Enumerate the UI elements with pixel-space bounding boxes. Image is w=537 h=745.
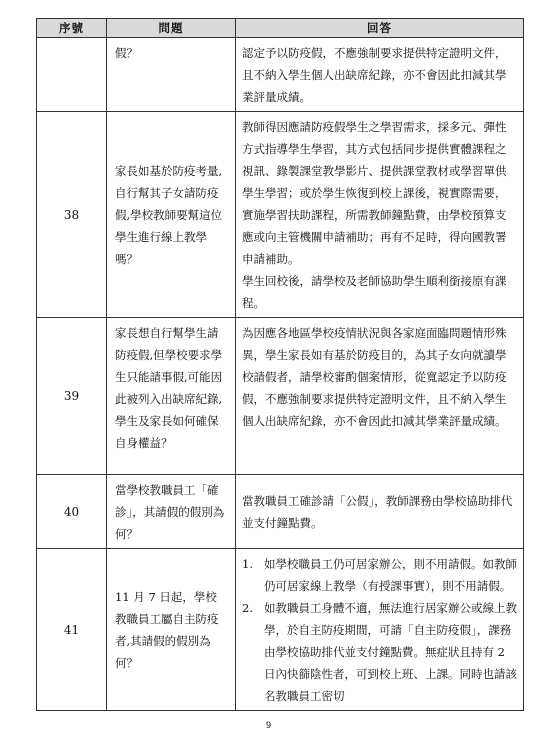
row-number	[37, 38, 107, 112]
answer-paragraph: 為因應各地區學校疫情狀況與各家庭面臨問題情形殊異，學生家長如有基於防疫目的，為其子女向就讀學校請假者，請學校審酌個案情形，從寬認定予以防疫假，不應強制要求提供特定證明文件，且不納入學生個人出缺席紀錄，亦不會因此扣減其學業評量成績。	[242, 326, 507, 428]
row-number: 41	[37, 549, 107, 711]
row-number: 40	[37, 475, 107, 549]
header-number: 序號	[37, 19, 107, 38]
table-row	[37, 549, 524, 711]
row-answer	[236, 38, 524, 112]
table-row	[37, 318, 524, 475]
answer-paragraph: 學生回校後，請學校及老師協助學生順利銜接原有課程。	[242, 274, 507, 310]
row-question: 假？	[107, 38, 236, 112]
row-question: 11 月 7 日起，學校教職員工屬自主防疫者,其請假的假別為何？	[107, 549, 236, 711]
list-marker: 1.	[242, 557, 253, 571]
row-question: 家長想自行幫學生請防疫假,但學校要求學生只能請事假,可能因此被列入出缺席紀錄,學生及家長如何確保自身權益？	[107, 318, 236, 475]
list-item-text: 如教職員工身體不適，無法進行居家辦公或線上教學，於自主防疫期間，可請「自主防疫假」，課務由學校協助排代並支付鐘點費。無症狀且持有 2 日內快篩陰性者，可到校上班、上課。同時也請該名教職員工密切	[264, 601, 517, 703]
list-item	[242, 553, 517, 597]
answer-paragraph: 認定予以防疫假，不應強制要求提供特定證明文件，且不納入學生個人出缺席紀錄，亦不會因此扣減其學業評量成績。	[242, 46, 507, 104]
answer-paragraph: 教師得因應請防疫假學生之學習需求，採多元、彈性方式指導學生學習，其方式包括同步提供實體課程之視訊、錄製課堂教學影片、提供課堂教材或學習單供學生學習；或於學生恢復到校上課後，視實際需要，實施學習扶助課程，所需教師鐘點費，由學校預算支應或向主管機關申請補助；再有不足時，得向國教署申請補助。	[242, 120, 507, 266]
row-answer	[236, 112, 524, 318]
row-question: 家長如基於防疫考量,自行幫其子女請防疫假,學校教師要幫這位學生進行線上教學嗎？	[107, 112, 236, 318]
row-answer	[236, 549, 524, 711]
answer-paragraph: 當教職員工確診請「公假」，教師課務由學校協助排代並支付鐘點費。	[242, 494, 513, 530]
answer-list	[242, 553, 517, 707]
table-row	[37, 38, 524, 112]
row-number: 39	[37, 318, 107, 475]
table-header-row	[37, 19, 524, 38]
faq-table	[36, 18, 524, 711]
table-row	[37, 475, 524, 549]
row-answer	[236, 475, 524, 549]
header-answer: 回答	[236, 19, 524, 38]
list-item	[242, 597, 517, 707]
row-answer	[236, 318, 524, 475]
table-row	[37, 112, 524, 318]
row-question: 當學校教職員工「確診」，其請假的假別為何？	[107, 475, 236, 549]
row-number: 38	[37, 112, 107, 318]
header-question: 問題	[107, 19, 236, 38]
list-item-text: 如學校職員工仍可居家辦公，則不用請假。如教師仍可居家線上教學（有授課事實），則不用請假。	[264, 557, 517, 593]
page-number: 9	[265, 720, 271, 730]
list-marker: 2.	[242, 601, 253, 615]
